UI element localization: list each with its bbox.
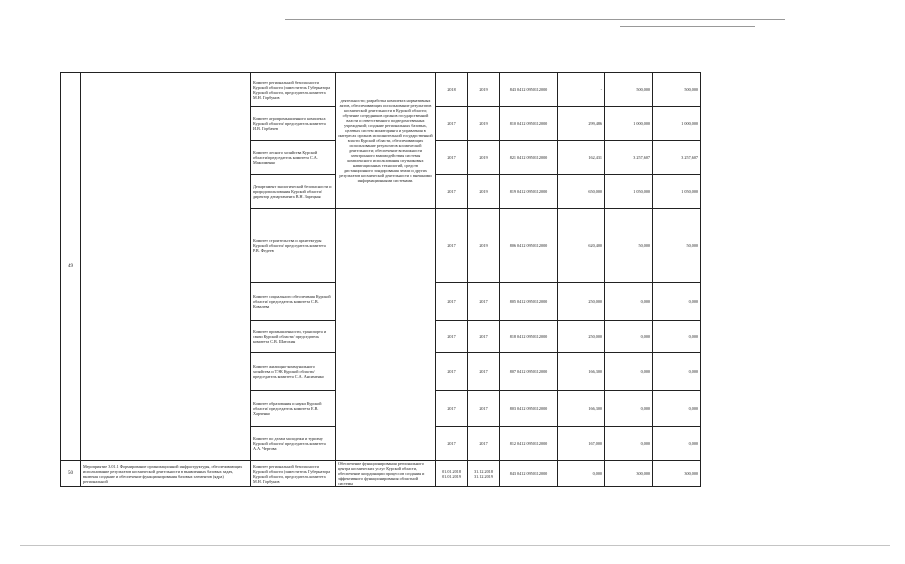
start-year-cell: 2017 [436,427,468,461]
end-year-cell: 2019 [468,209,500,283]
kbk-code-cell: 843 0412 0950112000 [500,461,558,487]
end-year-cell: 2019 [468,175,500,209]
amount-cell: 166,300 [558,353,605,391]
end-year-cell: 2019 [468,107,500,141]
kbk-code-cell: 843 0412 0950112000 [500,73,558,107]
executor-cell: Комитет по делам молодежи и туризму Курской области/ председатель комитета А.А. Чертова [251,427,336,461]
amount-cell: 300,000 [653,461,701,487]
measures-table [60,72,701,487]
start-year-cell: 2017 [436,141,468,175]
end-year-cell: 2017 [468,321,500,353]
end-year-cell: 2017 [468,283,500,321]
start-year-cell: 01.01.2018 01.01.2019 [436,461,468,487]
table-row [61,73,701,107]
result-cell-empty [336,209,436,461]
amount-cell: 167,000 [558,427,605,461]
amount-cell: 300,000 [605,461,653,487]
table-row [61,461,701,487]
amount-cell: 0,000 [558,461,605,487]
amount-cell: 1 050,000 [653,175,701,209]
amount-cell: 0,000 [605,391,653,427]
kbk-code-cell: 819 0412 0950112000 [500,175,558,209]
amount-cell: 3 257,607 [605,141,653,175]
end-year-cell: 2017 [468,427,500,461]
end-year-cell: 2019 [468,73,500,107]
start-year-cell: 2017 [436,283,468,321]
kbk-code-cell: 810 0412 0950112000 [500,107,558,141]
end-year-cell: 31.12.2018 31.12.2019 [468,461,500,487]
executor-cell: Департамент экологической безопасности и природопользования Курской области/ директор департамента В.Н. Зарецкая [251,175,336,209]
amount-cell: 0,000 [653,321,701,353]
scan-artifact-bottom [20,545,890,546]
executor-cell: Комитет региональной безопасности Курской области (заместитель Губернатора Курской области, председатель комитета М.Н. Горбунов [251,73,336,107]
amount-cell: 0,000 [653,391,701,427]
executor-cell: Комитет промышленности, транспорта и связи Курской области/ председатель комитета С.В. Шатохин [251,321,336,353]
amount-cell: 162,431 [558,141,605,175]
start-year-cell: 2017 [436,209,468,283]
start-year-cell: 2017 [436,391,468,427]
executor-cell: Комитет региональной безопасности Курской области (заместитель Губернатора Курской области, председатель комитета М.Н. Горбунов [251,461,336,487]
start-year-cell: 2018 [436,73,468,107]
amount-cell: 0,000 [653,353,701,391]
amount-cell: 1 000,000 [653,107,701,141]
start-year-cell: 2017 [436,175,468,209]
executor-cell: Комитет агропромышленного комплекса Курской области/ председатель комитета И.В. Горбачев [251,107,336,141]
amount-cell: 50,000 [605,209,653,283]
executor-cell: Комитет социального обеспечения Курской области/ председатель комитета С.В. Ковалева [251,283,336,321]
start-year-cell: 2017 [436,321,468,353]
kbk-code-cell: 806 0412 0950112000 [500,209,558,283]
kbk-code-cell: 807 0412 0950112000 [500,353,558,391]
executor-cell: Комитет жилищно-коммунального хозяйства и ТЭК Курской области/ председатель комитета С.А. Ансименко [251,353,336,391]
activity-cell: Мероприятие 3.01.1 Формирование организационной инфраструктуры, обеспечивающих использование результатов космической деятельности в выявленных базовых задач, включая создание и обеспечение функционирования базовых элементов (ядра) региональной [81,461,251,487]
amount-cell: 0,000 [653,427,701,461]
amount-cell: 1 050,000 [605,175,653,209]
amount-cell: 3 257,607 [653,141,701,175]
end-year-cell: 2017 [468,353,500,391]
amount-cell: 0,000 [605,283,653,321]
kbk-code-cell: 805 0412 0950112000 [500,283,558,321]
amount-cell: 250,000 [558,283,605,321]
result-cell: Обеспечение функционирования регионального центра космических услуг Курской области, обеспечение координации процессов создания и эффективного функционирования областной системы [336,461,436,487]
amount-cell: 0,000 [605,353,653,391]
amount-cell: 500,000 [653,73,701,107]
amount-cell: 1 000,000 [605,107,653,141]
executor-cell: Комитет образования и науки Курской области/ председатель комитета Е.В. Харченко [251,391,336,427]
end-year-cell: 2019 [468,141,500,175]
result-cell: деятельности; разработка комплекта нормативных актов, обеспечивающих использование результатов космической деятельности в Курской области; обучение сотрудников органов государственной власти и ответственного подведомственных учреждений; создание региональных базовых, целевых систем мониторинга и управления в интересах органов исполнительной государственной власти Курской области, обеспечивающих использование результатов космической деятельности; обеспечение возможности электронного взаимодействия системы комплексного использования спутниковых навигационных технологий, средств дистанционного зондирования земли и других результатов космической деятельности с внешними информационными системами. [336,73,436,209]
kbk-code-cell: 803 0412 0950112000 [500,391,558,427]
row-number: 49 [61,73,81,461]
kbk-code-cell: 812 0412 0950112000 [500,427,558,461]
amount-cell: 500,000 [605,73,653,107]
start-year-cell: 2017 [436,107,468,141]
start-year-cell: 2017 [436,353,468,391]
amount-cell: - [558,73,605,107]
amount-cell: 650,000 [558,175,605,209]
row-number: 50 [61,461,81,487]
amount-cell: 0,000 [605,321,653,353]
executor-cell: Комитет лесного хозяйства Курской области/председатель комитета С.А. Максименко [251,141,336,175]
amount-cell: 50,000 [653,209,701,283]
kbk-code-cell: 821 0412 0950112000 [500,141,558,175]
scan-artifact-top-short [620,26,755,27]
scan-artifact-top [285,19,785,20]
executor-cell: Комитет строительства и архитектуры Курской области/ председатель комитета Р.В. Федеев [251,209,336,283]
amount-cell: 299,486 [558,107,605,141]
amount-cell: 0,000 [605,427,653,461]
kbk-code-cell: 818 0412 0950112000 [500,321,558,353]
amount-cell: 0,000 [653,283,701,321]
amount-cell: 620,400 [558,209,605,283]
end-year-cell: 2017 [468,391,500,427]
amount-cell: 250,000 [558,321,605,353]
activity-cell [81,73,251,461]
amount-cell: 166,300 [558,391,605,427]
